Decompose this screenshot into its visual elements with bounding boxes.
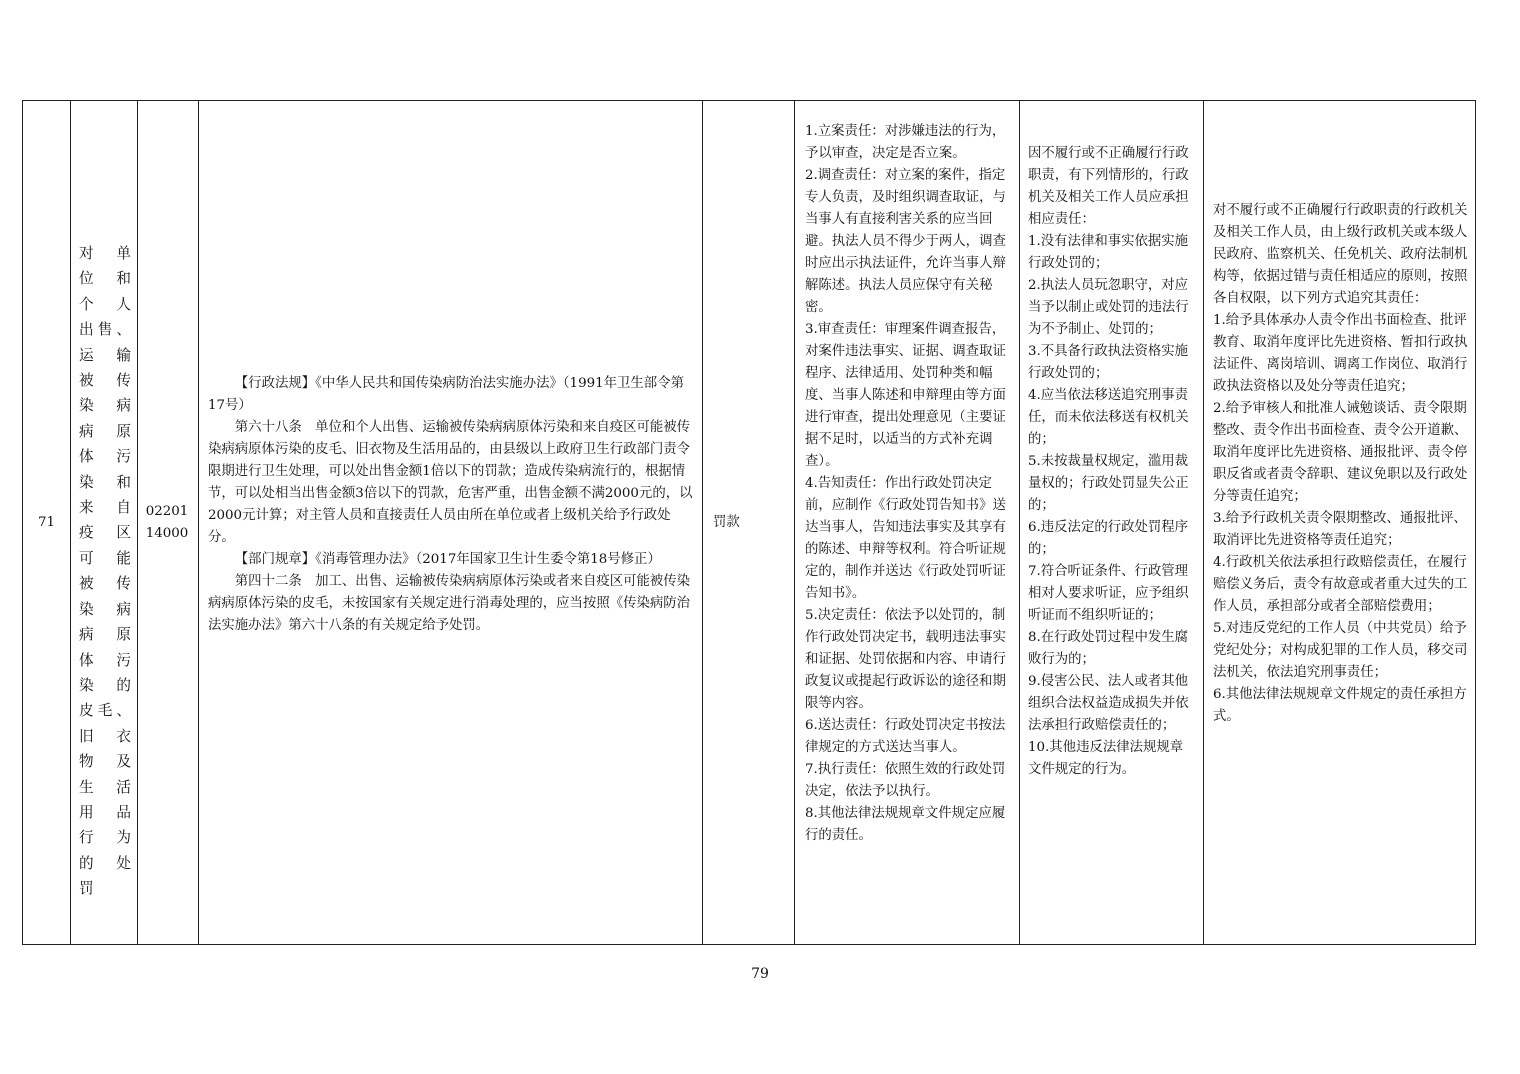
responsibility-item: 7.执行责任：依照生效的行政处罚决定，依法予以执行。 [805,762,1006,799]
item-name-line: 染 病 [79,397,131,415]
item-name-line: 生 活 [79,778,131,796]
penalty-type [713,101,783,944]
accountability-item: 5.对违反党纪的工作人员（中共党员）给予党纪处分；对构成犯罪的工作人员，移交司法机关，依法追究刑事责任； [1213,621,1468,680]
item-name-line: 罚 [79,880,94,898]
item-name-line: 位 和 [79,270,131,288]
situation-item: 6.违反法定的行政处罚程序的； [1028,520,1189,557]
situation-item: 1.没有法律和事实依据实施行政处罚的； [1028,234,1189,271]
column-divider [1019,101,1020,944]
item-name-line: 染 的 [79,676,131,694]
accountability-item: 4.行政机关依法承担行政赔偿责任，在履行赔偿义务后，责令有故意或者重大过失的工作人员，承担部分或者全部赔偿费用； [1213,555,1468,614]
column-divider [702,101,703,944]
accountability-item: 1.给予具体承办人责令作出书面检查、批评教育、取消年度评比先进资格、暂扣行政执法证件、离岗培训、调离工作岗位、取消行政执法资格以及处分等责任追究； [1213,313,1468,394]
item-name-line: 病 原 [79,626,131,644]
item-name-line: 染 病 [79,600,131,618]
item-name-line: 用 品 [79,803,131,821]
responsibility-item: 3.审查责任：审理案件调查报告，对案件违法事实、证据、调查取证程序、法律适用、处罚种类和幅度、当事人陈述和申辩理由等方面进行审查，提出处理意见（主要证据不足时，以适当的方式补充调查）。 [805,322,1006,469]
item-name-line: 行 为 [79,829,131,847]
accountability-methods [1213,200,1469,728]
item-name-line: 的 处 [79,854,131,872]
item-name-line: 可 能 [79,549,131,567]
row-number-text: 71 [37,514,56,530]
item-name-line: 被 传 [79,372,131,390]
column-divider [198,101,199,944]
item-code-line: 14000 [145,526,189,541]
legal-basis [208,373,693,637]
responsibility-table [22,100,1476,945]
item-name-line: 皮毛、 [79,702,131,720]
basis-paragraph: 第六十八条 单位和个人出售、运输被传染病病原体污染和来自疫区可能被传染病病原体污染的皮毛、旧衣物及生活用品的，由县级以上政府卫生行政部门责令限期进行卫生处理，可以处出售金额1倍以下的罚款；造成传染病流行的，根据情节，可以处相当出售金额3倍以下的罚款，危害严重，出售金额不满2000元的，以2000元计算；对主管人员和直接责任人员由所在单位或者上级机关给予行政处分。 [208,420,693,545]
item-name-line: 来 自 [79,499,131,517]
item-code-line: 02201 [145,504,189,519]
item-name-line: 体 污 [79,651,131,669]
item-name [79,241,131,902]
column-divider [1203,101,1204,944]
situation-item: 因不履行或不正确履行行政职责，有下列情形的，行政机关及相关工作人员应承担相应责任： [1028,146,1189,227]
situation-item: 9.侵害公民、法人或者其他组织合法权益造成损失并依法承担行政赔偿责任的； [1028,674,1189,733]
liability-situations [1028,143,1196,781]
item-name-line: 病 原 [79,422,131,440]
accountability-item: 6.其他法律法规规章文件规定的责任承担方式。 [1213,687,1467,724]
situation-item: 7.符合听证条件、行政管理相对人要求听证，应予组织听证而不组织听证的； [1028,564,1189,623]
item-name-line: 个 人 [79,295,131,313]
basis-paragraph: 【部门规章】《消毒管理办法》（2017年国家卫生计生委令第18号修正） [234,552,661,567]
situation-item: 5.未按裁量权规定，滥用裁量权的；行政处罚显失公正的； [1028,454,1189,513]
situation-item: 4.应当依法移送追究刑事责任，而未依法移送有权机关的； [1028,388,1189,447]
responsibility-items [805,121,1009,847]
responsibility-item: 1.立案责任：对涉嫌违法的行为，予以审查，决定是否立案。 [805,124,1006,161]
basis-paragraph: 第四十二条 加工、出售、运输被传染病病原体污染或者来自疫区可能被传染病病原体污染的皮毛，未按国家有关规定进行消毒处理的，应当按照《传染病防治法实施办法》第六十八条的有关规定给予处罚。 [208,574,691,633]
accountability-item: 2.给予审核人和批准人诫勉谈话、责令限期整改、责令作出书面检查、责令公开道歉、取消年度评比先进资格、通报批评、责令停职反省或者责令辞职、建议免职以及行政处分等责任追究； [1213,401,1468,504]
item-name-line: 被 传 [79,575,131,593]
column-divider [794,101,795,944]
item-code [139,501,195,545]
item-name-line: 出售、 [79,321,131,339]
situation-item: 8.在行政处罚过程中发生腐败行为的； [1028,630,1189,667]
accountability-item: 对不履行或不正确履行行政职责的行政机关及相关工作人员，由上级行政机关或本级人民政府、监察机关、任免机关、政府法制机构等，依据过错与责任相适应的原则，按照各自权限，以下列方式追究其责任： [1213,203,1468,306]
responsibility-item: 6.送达责任：行政处罚决定书按法律规定的方式送达当事人。 [805,718,1006,755]
item-name-line: 旧 衣 [79,727,131,745]
item-name-line: 染 和 [79,473,131,491]
item-name-line: 物 及 [79,753,131,771]
situation-item: 2.执法人员玩忽职守，对应当予以制止或处罚的违法行为不予制止、处罚的； [1028,278,1189,337]
responsibility-item: 5.决定责任：依法予以处罚的，制作行政处罚决定书，载明违法事实和证据、处罚依据和内容、申请行政复议或提起行政诉讼的途径和期限等内容。 [805,608,1006,711]
row-number [23,101,70,944]
item-name-line: 疫 区 [79,524,131,542]
penalty-type-text: 罚款 [713,514,740,530]
item-name-line: 对 单 [79,245,131,262]
item-name-line: 运 输 [79,346,131,364]
item-name-line: 体 污 [79,448,131,466]
page-number: 79 [751,966,769,982]
responsibility-item: 2.调查责任：对立案的案件，指定专人负责，及时组织调查取证，与当事人有直接利害关系的应当回避。执法人员不得少于两人，调查时应出示执法证件，允许当事人辩解陈述。执法人员应保守有关秘密。 [805,168,1006,315]
situation-item: 10.其他违反法律法规规章文件规定的行为。 [1028,740,1184,777]
accountability-item: 3.给予行政机关责令限期整改、通报批评、取消评比先进资格等责任追究； [1213,511,1467,548]
basis-paragraph: 【行政法规】《中华人民共和国传染病防治法实施办法》（1991年卫生部令第17号） [208,376,684,413]
responsibility-item: 4.告知责任：作出行政处罚决定前，应制作《行政处罚告知书》送达当事人，告知违法事实及其享有的陈述、申辩等权利。符合听证规定的，制作并送达《行政处罚听证告知书》。 [805,476,1006,601]
column-divider [137,101,138,944]
column-divider [70,101,71,944]
situation-item: 3.不具备行政执法资格实施行政处罚的； [1028,344,1189,381]
responsibility-item: 8.其他法律法规规章文件规定应履行的责任。 [805,806,1006,843]
